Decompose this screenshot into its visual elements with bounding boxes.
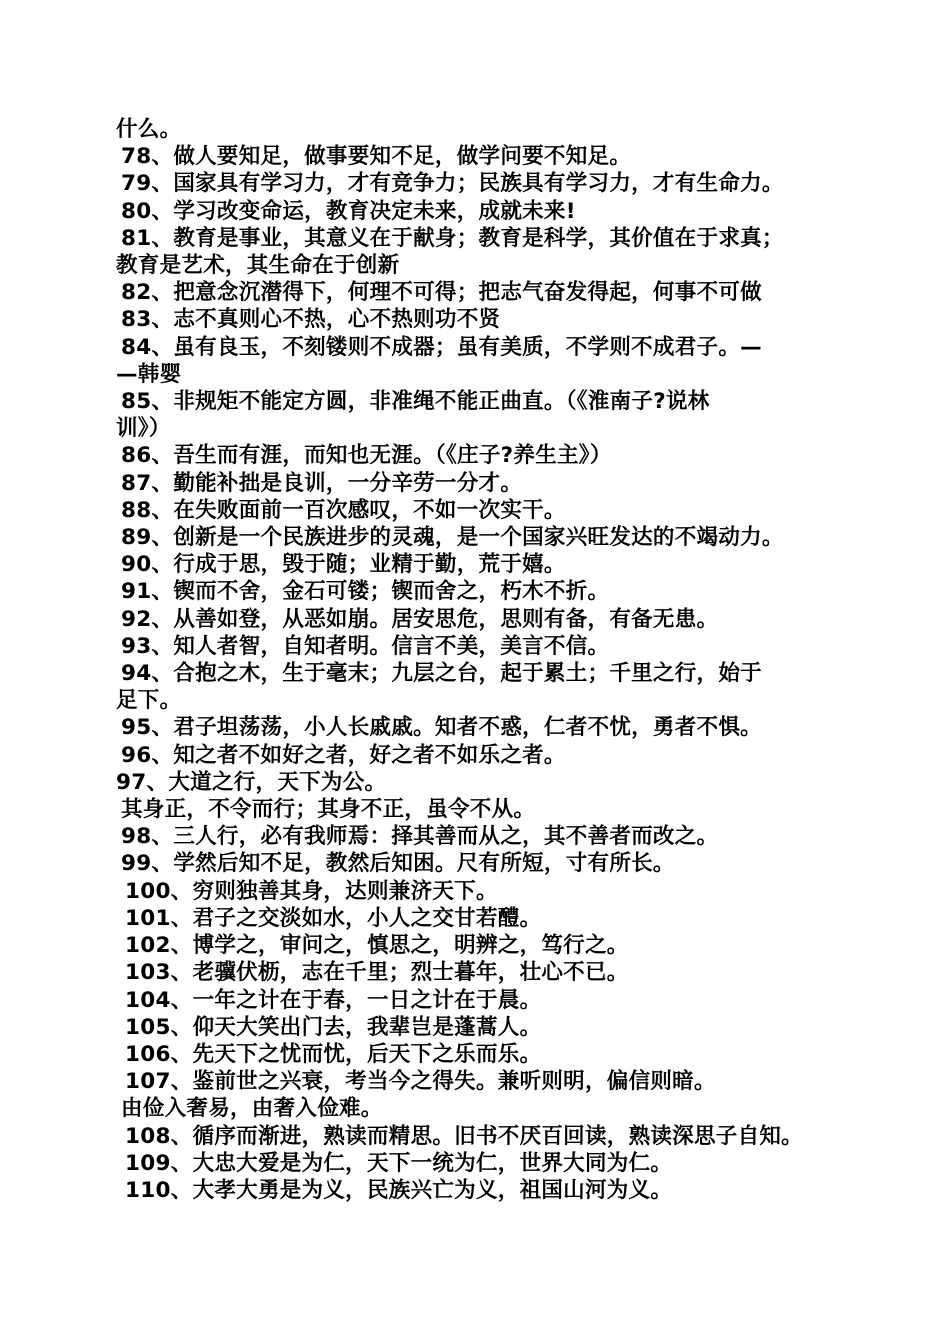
text-line: 79、国家具有学习力，才有竞争力；民族具有学习力，才有生命力。	[121, 171, 784, 197]
text-line: 99、学然后知不足，教然后知困。尺有所短，寸有所长。	[121, 851, 675, 877]
text-line: 93、知人者智，自知者明。信言不美，美言不信。	[121, 633, 610, 659]
text-line: 98、三人行，必有我师焉：择其善而从之，其不善者而改之。	[121, 824, 719, 850]
text-line: 82、把意念沉潜得下，何理不可得；把志气奋发得起，何事不可做	[121, 280, 762, 306]
text-line: 足下。	[116, 688, 182, 714]
document-page	[116, 116, 856, 1204]
text-line: 85、非规矩不能定方圆，非准绳不能正曲直。（《淮南子?说林	[121, 389, 710, 415]
text-line: 106、先天下之忧而忧，后天下之乐而乐。	[125, 1041, 542, 1067]
text-line: 95、君子坦荡荡，小人长戚戚。知者不惑，仁者不忧，勇者不惧。	[121, 715, 762, 741]
text-line: 107、鉴前世之兴衰，考当今之得失。兼听则明，偏信则暗。	[125, 1069, 716, 1095]
text-line: 109、大忠大爱是为仁，天下一统为仁，世界大同为仁。	[125, 1150, 673, 1176]
text-line: 78、做人要知足，做事要知不足，做学问要不知足。	[121, 144, 632, 170]
text-line: 102、博学之，审问之，慎思之，明辨之，笃行之。	[125, 933, 629, 959]
text-line: 104、一年之计在于春，一日之计在于晨。	[125, 987, 542, 1013]
text-line: 94、合抱之木，生于毫末；九层之台，起于累土；千里之行，始于	[121, 661, 762, 687]
text-line: 91、锲而不舍，金石可镂；锲而舍之，朽木不折。	[121, 579, 610, 605]
text-line: 105、仰天大笑出门去，我辈岂是蓬蒿人。	[125, 1014, 542, 1040]
text-line: 92、从善如登，从恶如崩。居安思危，思则有备，有备无患。	[121, 606, 719, 632]
text-line: 101、君子之交淡如水，小人之交甘若醴。	[125, 905, 542, 931]
text-line: 教育是艺术，其生命在于创新	[116, 253, 400, 279]
text-line: 由俭入奢易，由奢入俭难。	[121, 1096, 383, 1122]
text-line: 83、志不真则心不热，心不热则功不贤	[121, 307, 501, 333]
text-line: 89、创新是一个民族进步的灵魂，是一个国家兴旺发达的不竭动力。	[121, 525, 784, 551]
text-line: 81、教育是事业，其意义在于献身；教育是科学，其价值在于求真；	[121, 225, 784, 251]
text-line: 110、大孝大勇是为义，民族兴亡为义，祖国山河为义。	[125, 1177, 673, 1203]
text-line: 108、循序而渐进，熟读而精思。旧书不厌百回读，熟读深思子自知。	[125, 1123, 803, 1149]
text-line: 103、老骥伏枥，志在千里；烈士暮年，壮心不已。	[125, 960, 629, 986]
text-line: 88、在失败面前一百次感叹，不如一次实干。	[121, 497, 566, 523]
text-line: 86、吾生而有涯，而知也无涯。（《庄子?养生主》）	[121, 443, 612, 469]
text-line: 什么。	[116, 117, 182, 142]
text-line: 87、勤能补拙是良训，一分辛劳一分才。	[121, 470, 523, 496]
text-line: 96、知之者不如好之者，好之者不如乐之者。	[121, 742, 566, 768]
text-line: 80、学习改变命运，教育决定未来，成就未来!	[121, 198, 576, 224]
text-line: 100、穷则独善其身，达则兼济天下。	[125, 878, 498, 904]
text-line: 97、大道之行，天下为公。	[116, 769, 387, 795]
text-line: 90、行成于思，毁于随；业精于勤，荒于嬉。	[121, 552, 566, 578]
text-line: 84、虽有良玉，不刻镂则不成器；虽有美质，不学则不成君子。—	[121, 334, 762, 360]
text-line: 训》）	[116, 416, 171, 442]
text-line: 其身正，不令而行；其身不正，虽令不从。	[121, 797, 536, 823]
text-line: —韩婴	[116, 361, 182, 387]
